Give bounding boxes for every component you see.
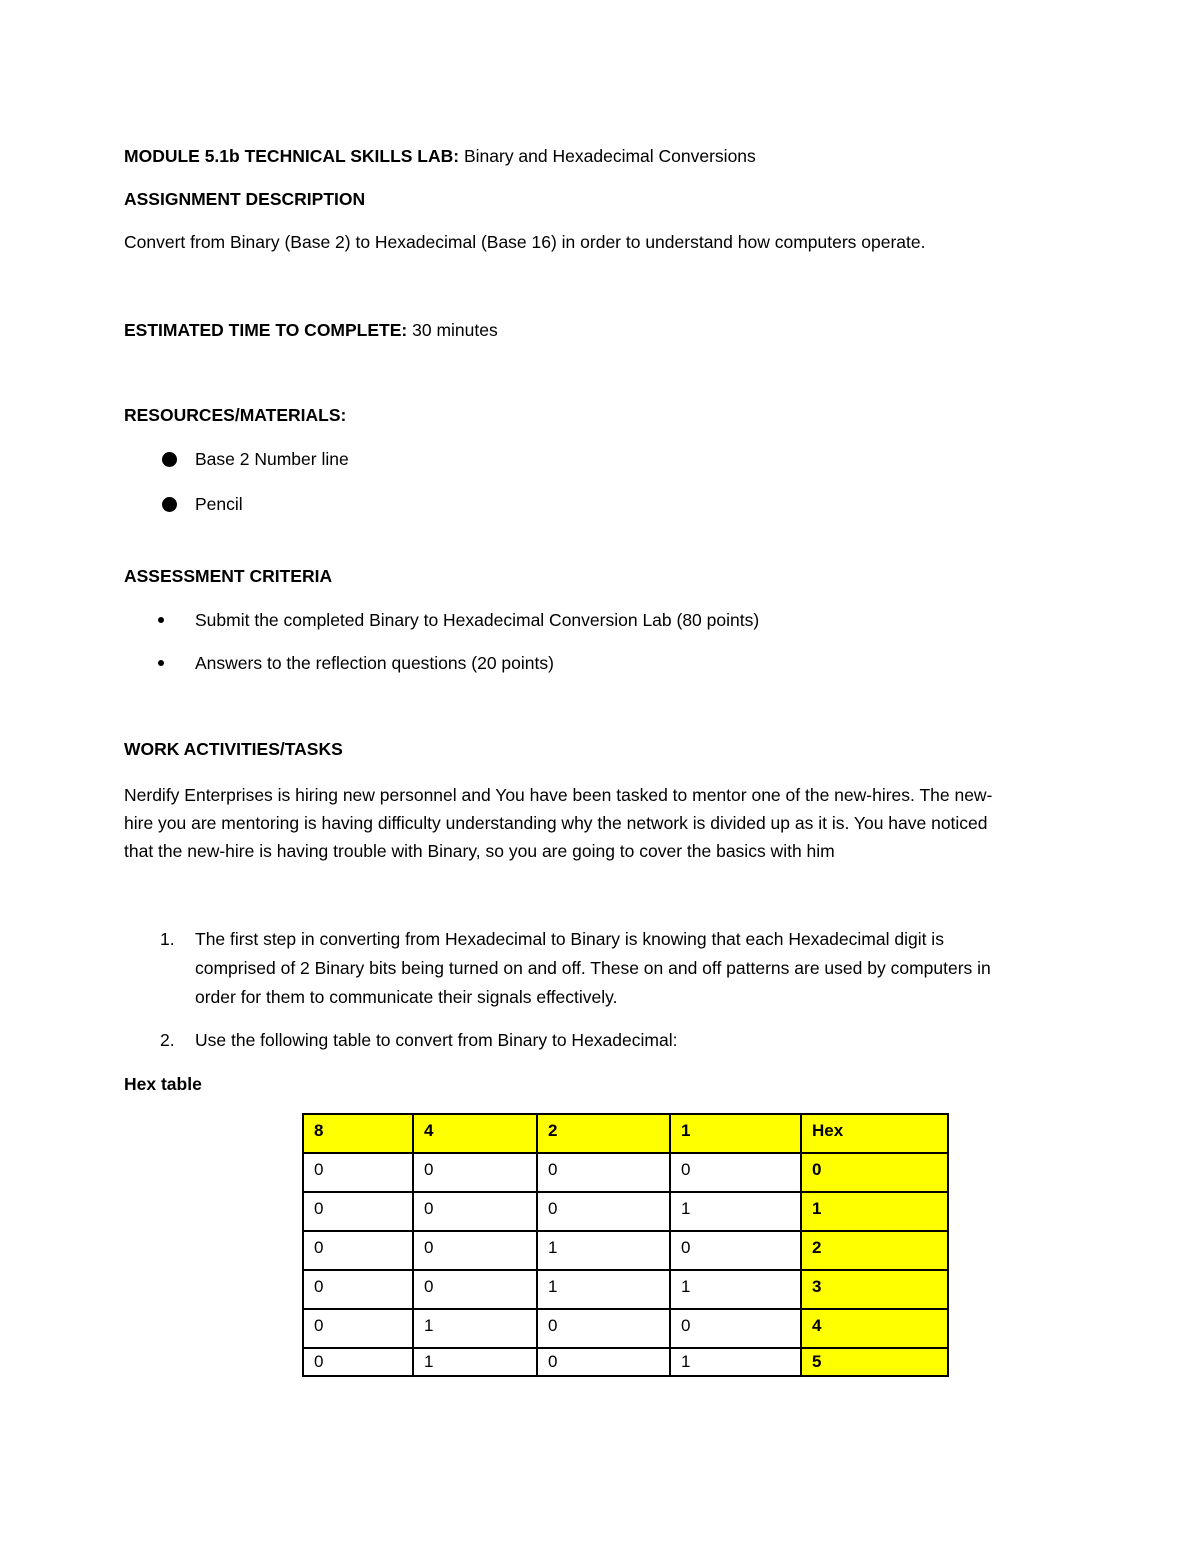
hex-table-header-cell: Hex (801, 1114, 948, 1153)
bit-cell: 1 (413, 1309, 537, 1348)
hex-cell: 4 (801, 1309, 948, 1348)
bit-cell: 0 (303, 1192, 413, 1231)
bit-cell: 1 (670, 1348, 801, 1376)
time-value: 30 minutes (407, 320, 498, 340)
step-line: comprised of 2 Binary bits being turned on and off. These on and off patterns are used by computers in (195, 958, 991, 978)
hex-table-caption-text: Hex table (124, 1074, 202, 1094)
bullet-icon (158, 617, 164, 623)
assessment-heading (124, 565, 332, 587)
work-paragraph-line: that the new-hire is having trouble with Binary, so you are going to cover the basics with him (124, 841, 835, 861)
bit-cell: 0 (413, 1231, 537, 1270)
hex-table-header-cell: 4 (413, 1114, 537, 1153)
bit-cell: 0 (303, 1153, 413, 1192)
bit-cell: 0 (303, 1231, 413, 1270)
step-text (195, 925, 1105, 1012)
hex-cell: 2 (801, 1231, 948, 1270)
bit-cell: 0 (670, 1231, 801, 1270)
table-row (303, 1153, 948, 1192)
table-row (303, 1270, 948, 1309)
work-paragraph-line: hire you are mentoring is having difficulty understanding why the network is divided up as it is. You have noticed (124, 813, 988, 833)
module-label: MODULE 5.1b TECHNICAL SKILLS LAB: (124, 146, 460, 166)
resource-item-label: Pencil (195, 494, 243, 514)
bit-cell: 0 (537, 1192, 670, 1231)
hex-table-header-cell: 8 (303, 1114, 413, 1153)
step-line: order for them to communicate their signals effectively. (195, 987, 618, 1007)
time-label: ESTIMATED TIME TO COMPLETE: (124, 320, 408, 340)
bit-cell: 1 (537, 1270, 670, 1309)
step-text (195, 1026, 1105, 1055)
hex-table-header-cell: 1 (670, 1114, 801, 1153)
bit-cell: 0 (413, 1192, 537, 1231)
resources-heading (124, 404, 346, 426)
module-title-line (124, 145, 756, 167)
bullet-icon (158, 660, 164, 666)
assignment-text: Convert from Binary (Base 2) to Hexadecimal (Base 16) in order to understand how computers operate. (124, 232, 926, 252)
bullet-icon (162, 497, 177, 512)
hex-table-caption (124, 1073, 202, 1095)
bit-cell: 0 (670, 1309, 801, 1348)
bit-cell: 0 (303, 1348, 413, 1376)
bit-cell: 1 (670, 1192, 801, 1231)
assignment-heading (124, 188, 365, 210)
bit-cell: 1 (670, 1270, 801, 1309)
hex-table-header-row (303, 1114, 948, 1153)
bit-cell: 0 (413, 1270, 537, 1309)
assessment-heading-text: ASSESSMENT CRITERIA (124, 566, 333, 586)
table-row (303, 1309, 948, 1348)
bit-cell: 0 (537, 1309, 670, 1348)
step-line: The first step in converting from Hexadecimal to Binary is knowing that each Hexadecimal digit is (195, 929, 944, 949)
hex-cell: 5 (801, 1348, 948, 1376)
bit-cell: 0 (537, 1153, 670, 1192)
work-heading (124, 738, 343, 760)
assessment-item-label: Submit the completed Binary to Hexadecimal Conversion Lab (80 points) (195, 610, 760, 630)
assessment-item-label: Answers to the reflection questions (20 points) (195, 653, 554, 673)
bit-cell: 0 (670, 1153, 801, 1192)
bit-cell: 0 (537, 1348, 670, 1376)
bit-cell: 0 (303, 1270, 413, 1309)
table-row (303, 1348, 948, 1376)
module-title: Binary and Hexadecimal Conversions (459, 146, 756, 166)
step-line: Use the following table to convert from Binary to Hexadecimal: (195, 1030, 678, 1050)
resource-item-label: Base 2 Number line (195, 449, 349, 469)
bit-cell: 0 (413, 1153, 537, 1192)
hex-cell: 3 (801, 1270, 948, 1309)
bit-cell: 1 (537, 1231, 670, 1270)
bullet-icon (162, 452, 177, 467)
step-number: 1. (160, 929, 175, 949)
resources-heading-text: RESOURCES/MATERIALS: (124, 405, 347, 425)
hex-table (302, 1113, 949, 1377)
bit-cell: 1 (413, 1348, 537, 1376)
work-heading-text: WORK ACTIVITIES/TASKS (124, 739, 343, 759)
hex-cell: 0 (801, 1153, 948, 1192)
table-row (303, 1192, 948, 1231)
work-paragraph-line: Nerdify Enterprises is hiring new personnel and You have been tasked to mentor one of the new-hires. The new- (124, 785, 993, 805)
table-row (303, 1231, 948, 1270)
step-number: 2. (160, 1030, 175, 1050)
time-line (124, 319, 498, 341)
hex-cell: 1 (801, 1192, 948, 1231)
hex-table-header-cell: 2 (537, 1114, 670, 1153)
assignment-heading-text: ASSIGNMENT DESCRIPTION (124, 189, 366, 209)
bit-cell: 0 (303, 1309, 413, 1348)
